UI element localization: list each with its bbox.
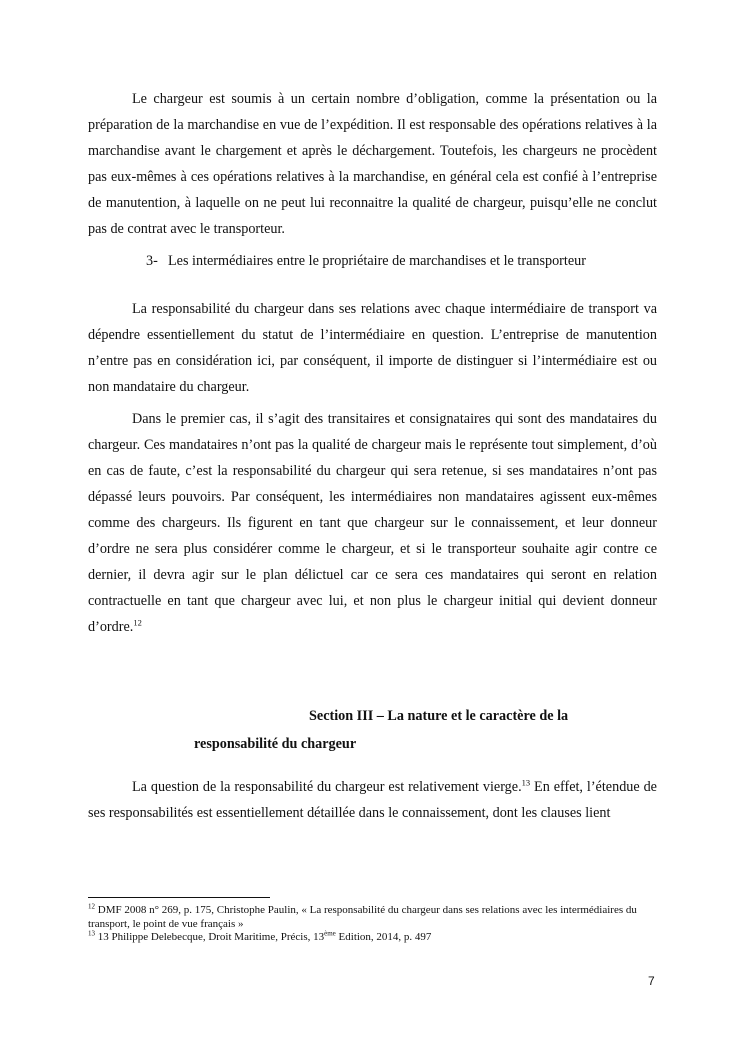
page-number: 7: [648, 974, 655, 988]
section-heading-line2: responsabilité du chargeur: [194, 736, 357, 752]
paragraph-question-text-a: La question de la responsabilité du chargeur est relativement vierge.: [132, 779, 522, 795]
list-text: Les intermédiaires entre le propriétaire de marchandises et le transporteur: [168, 253, 586, 269]
footnote-12-mark: 12: [88, 902, 95, 911]
footnote-ref-12[interactable]: 12: [133, 617, 142, 628]
section-heading: [88, 702, 657, 758]
footnote-12: [88, 904, 663, 931]
paragraph-premier-cas: [88, 406, 657, 640]
footnote-12-text: DMF 2008 n° 269, p. 175, Christophe Paulin, « La responsabilité du chargeur dans ses relations avec les intermédiaires du transport, le point de vue français »: [88, 904, 637, 930]
footnote-ref-13[interactable]: 13: [521, 777, 531, 788]
paragraph-premier-cas-text: Dans le premier cas, il s’agit des transitaires et consignataires qui sont des mandataires du chargeur. Ces mandataires n’ont pas la qualité de chargeur mais le représente tout simplement, d’où en cas de faute, c’est la responsabilité du chargeur qui sera retenue, si ses mandataires n’ont pas dépassé leurs pouvoirs. Par conséquent, les intermédiaires non mandataires agissent eux-mêmes comme des chargeurs. Ils figurent en tant que chargeur sur le connaissement, et leur donneur d’ordre ne sera plus considérer comme le chargeur, et si le transporteur souhaite agir contre ce dernier, il devra agir sur le plan délictuel car ce sera ces mandataires qui seront en relation contractuelle en tant que chargeur avec lui, et non plus le chargeur initial qui devient donneur d’ordre.: [88, 411, 657, 635]
section-heading-line1: Section III – La nature et le caractère de la: [309, 708, 569, 724]
paragraph-question-text-b: En effet, l’étendue de ses responsabilités est essentiellement détaillée dans le connaissement, dont les clauses lient: [88, 779, 657, 821]
footnote-separator: [88, 897, 270, 898]
footnote-13-text-a: 13 Philippe Delebecque, Droit Maritime, Précis, 13: [95, 931, 325, 943]
footnote-13-sup: ème: [324, 929, 336, 938]
paragraph-chargeur-obligations: Le chargeur est soumis à un certain nombre d’obligation, comme la présentation ou la préparation de la marchandise en vue de l’expédition. Il est responsable des opérations relatives à la marchandise avant le chargement et après le déchargement. Toutefois, les chargeurs ne procèdent pas eux-mêmes à ces opérations relatives à la marchandise, en général cela est confié à l’entreprise de manutention, à laquelle on ne peut lui reconnaitre la qualité de chargeur, puisqu’elle ne conclut pas de contrat avec le transporteur.: [88, 91, 657, 237]
paragraph-responsabilite-intermediaire: La responsabilité du chargeur dans ses relations avec chaque intermédiaire de transport va dépendre essentiellement du statut de l’intermédiaire en question. L’entreprise de manutention n’entre pas en considération ici, par conséquent, il importe de distinguer si l’intermédiaire est ou non mandataire du chargeur.: [88, 301, 657, 395]
main-text-continued: [88, 774, 657, 826]
footnote-13: [88, 931, 663, 945]
list-number: 3-: [146, 253, 158, 269]
subheading-intermediaires: [88, 248, 657, 274]
footnotes: [88, 904, 663, 945]
footnote-13-mark: 13: [88, 929, 95, 938]
footnote-13-text-b: Edition, 2014, p. 497: [335, 931, 432, 943]
paragraph-question-responsabilite: [88, 774, 657, 826]
main-text: [88, 86, 657, 640]
